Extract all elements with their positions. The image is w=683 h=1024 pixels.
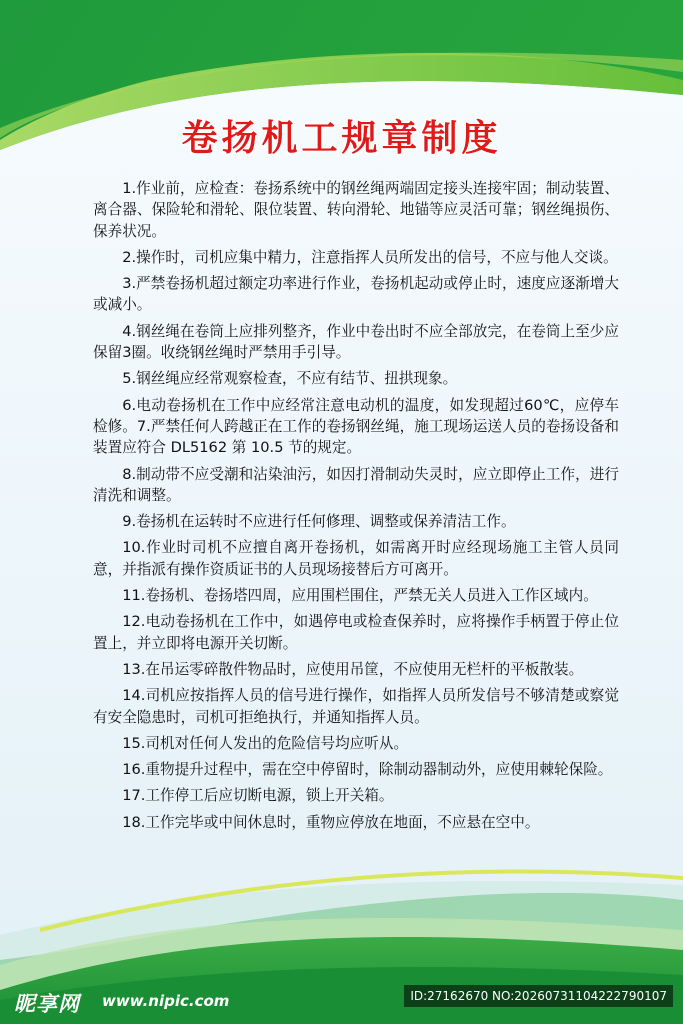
rule-item: 2.操作时，司机应集中精力，注意指挥人员所发出的信号，不应与他人交谈。	[122, 248, 618, 266]
rule-item: 16.重物提升过程中，需在空中停留时，除制动器制动外，应使用棘轮保险。	[122, 761, 613, 779]
rule-item: 18.工作完毕或中间休息时，重物应停放在地面，不应悬在空中。	[122, 813, 540, 831]
watermark-id: ID:27162670 NO:20260731104222790107	[404, 985, 673, 1007]
rule-item: 5.钢丝绳应经常观察检查，不应有结节、扭拱现象。	[122, 370, 458, 388]
rule-item: 11.卷扬机、卷扬塔四周，应用围栏围住，严禁无关人员进入工作区域内。	[122, 587, 598, 605]
rule-item: 6.电动卷扬机在工作中应经常注意电动机的温度，如发现超过60℃，应停车检修。7.严禁任何人跨越正在工作的卷扬钢丝绳，施工现场运送人员的卷扬设备和装置应符合 DL5162 第 10.5 节的规定。	[93, 396, 619, 457]
rule-item: 10.作业时司机不应擅自离开卷扬机，如需离开时应经现场施工主管人员同意，并指派有操作资质证书的人员现场接替后方可离开。	[93, 539, 619, 578]
rule-item: 9.卷扬机在运转时不应进行任何修理、调整或保养清洁工作。	[122, 513, 516, 531]
page-title: 卷扬机工规章制度	[181, 118, 502, 159]
watermark-logo: 昵享网	[14, 992, 80, 1016]
rule-item: 1.作业前，应检查：卷扬系统中的钢丝绳两端固定接头连接牢固；制动装置、离合器、保险轮和滑轮、限位装置、转向滑轮、地锚等应灵活可靠；钢丝绳损伤、保养状况。	[93, 180, 619, 240]
rule-item: 13.在吊运零碎散件物品时，应使用吊筐，不应使用无栏杆的平板散装。	[122, 660, 584, 678]
rule-item: 14.司机应按指挥人员的信号进行操作，如指挥人员所发信号不够清楚或察觉有安全隐患时，司机可拒绝执行，并通知指挥人员。	[93, 687, 619, 726]
rule-item: 4.钢丝绳在卷筒上应排列整齐，作业中卷出时不应全部放完，在卷筒上至少应保留3圈。收绕钢丝绳时严禁用手引导。	[93, 322, 619, 362]
rule-item: 8.制动带不应受潮和沾染油污，如因打滑制动失灵时，应立即停止工作，进行清洗和调整。	[93, 465, 619, 504]
rule-item: 17.工作停工后应切断电源，锁上开关箱。	[122, 787, 394, 805]
rule-item: 15.司机对任何人发出的危险信号均应听从。	[122, 734, 409, 752]
rule-item: 12.电动卷扬机在工作中，如遇停电或检查保养时，应将操作手柄置于停止位置上，并立即将电源开关切断。	[93, 613, 619, 652]
rules-list	[93, 178, 619, 838]
watermark-url: www.nipic.com	[102, 992, 230, 1010]
rule-item: 3.严禁卷扬机超过额定功率进行作业，卷扬机起动或停止时，速度应逐渐增大或减小。	[93, 275, 619, 314]
